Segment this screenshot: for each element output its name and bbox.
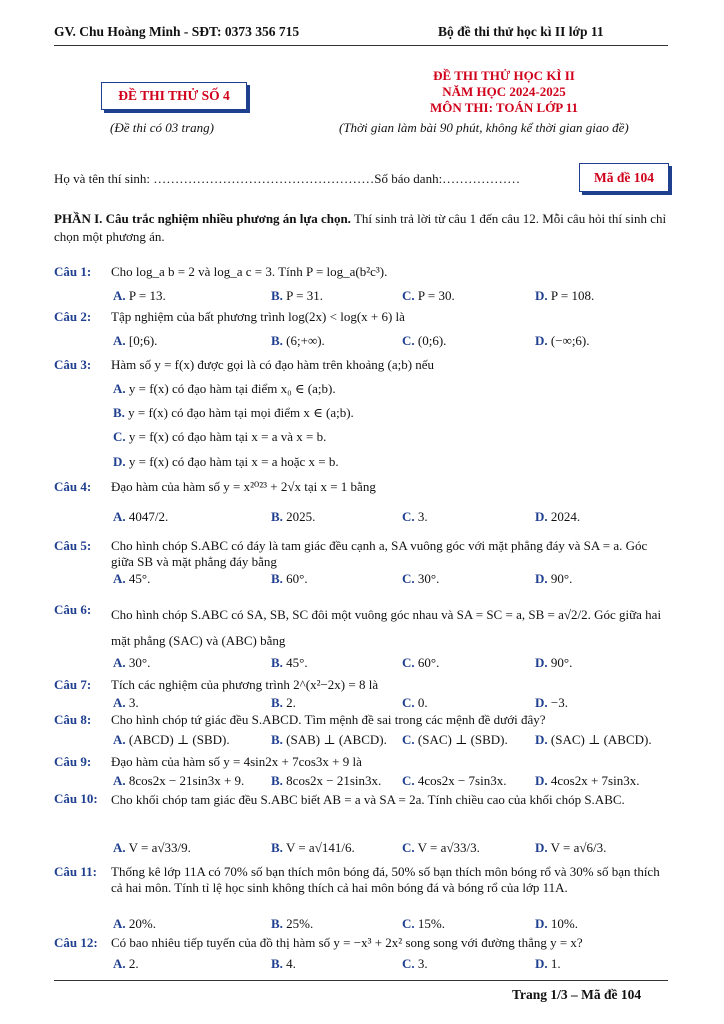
option-text: [0;6). — [128, 333, 158, 348]
q6-option-c[interactable] — [402, 655, 439, 671]
q6-option-a[interactable] — [113, 655, 150, 671]
option-text: 60°. — [286, 571, 308, 586]
q9-option-b[interactable] — [271, 773, 381, 789]
option-letter: C. — [402, 732, 415, 747]
option-letter: D. — [535, 732, 548, 747]
option-text: (ABCD) ⊥ (SBD). — [128, 732, 230, 747]
option-text: 30°. — [128, 655, 151, 670]
option-text: 4cos2x − 7sin3x. — [417, 773, 507, 788]
question-number: Câu 3: — [54, 357, 92, 372]
question-number: Câu 7: — [54, 677, 92, 692]
option-text: 20%. — [128, 916, 156, 931]
header-divider — [54, 45, 668, 46]
option-letter: C. — [113, 429, 126, 444]
option-letter: D. — [535, 333, 548, 348]
option-letter: D. — [535, 288, 548, 303]
q7-option-b[interactable] — [271, 695, 296, 711]
question-number: Câu 11: — [54, 864, 97, 879]
option-letter: C. — [402, 956, 415, 971]
candidate-line: Họ và tên thí sinh: ……………………………………………Số báo danh:……………… — [54, 171, 521, 186]
q11-option-d[interactable] — [535, 916, 578, 932]
option-letter: B. — [113, 405, 125, 420]
option-letter: C. — [402, 655, 415, 670]
q11-option-b[interactable] — [271, 916, 313, 932]
question-text: Đạo hàm của hàm số y = x²⁰²³ + 2√x tại x = 1 bằng — [111, 479, 376, 494]
header-book-title: Bộ đề thi thử học kì II lớp 11 — [438, 24, 604, 39]
option-letter: D. — [535, 773, 548, 788]
option-text: V = a√33/3. — [417, 840, 480, 855]
exam-label-box: ĐỀ THI THỬ SỐ 4 — [101, 82, 247, 110]
option-letter: B. — [271, 916, 283, 931]
q9-option-c[interactable] — [402, 773, 506, 789]
q5-option-a[interactable] — [113, 571, 150, 587]
option-letter: B. — [271, 695, 283, 710]
option-letter: C. — [402, 571, 415, 586]
q5-option-b[interactable] — [271, 571, 308, 587]
q4-option-b[interactable] — [271, 509, 315, 525]
option-letter: B. — [271, 288, 283, 303]
part1-title: PHẦN I. Câu trắc nghiệm nhiều phương án lựa chọn. — [54, 211, 351, 226]
question-text: Thống kê lớp 11A có 70% số bạn thích môn bóng đá, 50% số bạn thích môn bóng rổ và 30% số bạn thích cả hai môn. Tính tỉ lệ học sinh không thích cả hai môn bóng đá và bóng rổ của lớp 11A. — [111, 864, 660, 895]
option-text: 3. — [417, 509, 428, 524]
question-number: Câu 2: — [54, 309, 92, 324]
q5-option-c[interactable] — [402, 571, 439, 587]
question-text: Cho hình chóp tứ giác đều S.ABCD. Tìm mệnh đề sai trong các mệnh đề dưới đây? — [111, 712, 546, 727]
option-letter: B. — [271, 732, 283, 747]
q7-option-a[interactable] — [113, 695, 139, 711]
option-text: (6;+∞). — [286, 333, 325, 348]
option-text: 15%. — [417, 916, 445, 931]
option-text: 0. — [417, 695, 428, 710]
q8-option-a[interactable] — [113, 732, 230, 748]
q10-option-b[interactable] — [271, 840, 355, 856]
option-letter: B. — [271, 840, 283, 855]
q10-option-d[interactable] — [535, 840, 606, 856]
exam-pages-note: (Đề thi có 03 trang) — [110, 120, 214, 135]
q11-option-c[interactable] — [402, 916, 445, 932]
q5-option-d[interactable] — [535, 571, 572, 587]
option-text: y = f(x) có đạo hàm tại điểm x₀ ∈ (a;b). — [128, 381, 336, 396]
option-text: (SAC) ⊥ (SBD). — [417, 732, 508, 747]
option-letter: C. — [402, 288, 415, 303]
q2-option-a[interactable] — [113, 333, 157, 349]
q9-option-d[interactable] — [535, 773, 639, 789]
option-text: (−∞;6). — [550, 333, 590, 348]
option-letter: B. — [271, 773, 283, 788]
option-letter: A. — [113, 288, 126, 303]
option-letter: A. — [113, 333, 126, 348]
q12-option-b[interactable] — [271, 956, 296, 972]
option-text: 8cos2x − 21sin3x. — [286, 773, 382, 788]
option-letter: B. — [271, 333, 283, 348]
option-text: P = 31. — [286, 288, 324, 303]
question-text: Đạo hàm của hàm số y = 4sin2x + 7cos3x + 9 là — [111, 754, 362, 769]
option-text: 90°. — [550, 655, 573, 670]
option-letter: C. — [402, 773, 415, 788]
q12-option-d[interactable] — [535, 956, 561, 972]
q2-option-b[interactable] — [271, 333, 325, 349]
option-text: y = f(x) có đạo hàm tại mọi điểm x ∈ (a;b). — [128, 405, 354, 420]
q4-option-c[interactable] — [402, 509, 428, 525]
question-text: Cho hình chóp S.ABC có đáy là tam giác đều cạnh a, SA vuông góc với mặt phẳng đáy và SA = a. Góc giữa SB và mặt phẳng đáy bằng — [111, 538, 648, 569]
option-letter: A. — [113, 381, 126, 396]
option-letter: D. — [535, 956, 548, 971]
question-text: Tập nghiệm của bất phương trình log(2x) < log(x + 6) là — [111, 309, 405, 324]
question-text: Cho hình chóp S.ABC có SA, SB, SC đôi một vuông góc nhau và SA = SC = a, SB = a√2/2. Góc giữa hai mặt phẳng (SAC) và (ABC) bằng — [111, 607, 662, 648]
option-text: 2. — [286, 695, 296, 710]
option-letter: C. — [402, 916, 415, 931]
q1-option-a[interactable] — [113, 288, 166, 304]
option-letter: D. — [535, 695, 548, 710]
question-number: Câu 9: — [54, 754, 92, 769]
option-text: 4047/2. — [128, 509, 169, 524]
question-number: Câu 12: — [54, 935, 98, 950]
q1-option-d[interactable] — [535, 288, 594, 304]
exam-title-1: ĐỀ THI THỬ HỌC KÌ II — [433, 68, 575, 83]
header-author: GV. Chu Hoàng Minh - SĐT: 0373 356 715 — [54, 24, 300, 39]
q7-option-c[interactable] — [402, 695, 428, 711]
option-text: V = a√6/3. — [550, 840, 607, 855]
q2-option-d[interactable] — [535, 333, 590, 349]
option-letter: C. — [402, 509, 415, 524]
option-text: 4cos2x + 7sin3x. — [550, 773, 640, 788]
q4-option-d[interactable] — [535, 509, 580, 525]
exam-code-box: Mã đề 104 — [579, 163, 669, 192]
option-letter: A. — [113, 695, 126, 710]
option-letter: A. — [113, 732, 126, 747]
option-text: 45°. — [128, 571, 151, 586]
option-text: y = f(x) có đạo hàm tại x = a và x = b. — [128, 429, 327, 444]
option-letter: D. — [113, 454, 126, 469]
option-letter: D. — [535, 655, 548, 670]
q8-option-d[interactable] — [535, 732, 652, 748]
option-text: 2. — [128, 956, 139, 971]
q3-option-c[interactable] — [113, 429, 326, 445]
option-text: 3. — [128, 695, 139, 710]
option-letter: D. — [535, 571, 548, 586]
q2-option-c[interactable] — [402, 333, 446, 349]
option-text: −3. — [550, 695, 568, 710]
question-text: Hàm số y = f(x) được gọi là có đạo hàm trên khoảng (a;b) nếu — [111, 357, 435, 372]
q4-option-a[interactable] — [113, 509, 168, 525]
question-number: Câu 10: — [54, 791, 98, 806]
option-letter: A. — [113, 840, 126, 855]
option-text: V = a√141/6. — [285, 840, 355, 855]
option-text: y = f(x) có đạo hàm tại x = a hoặc x = b. — [128, 454, 339, 469]
question-text: Cho khối chóp tam giác đều S.ABC biết AB = a và SA = 2a. Tính chiều cao của khối chóp S.ABC. — [111, 792, 625, 807]
q8-option-c[interactable] — [402, 732, 508, 748]
q12-option-a[interactable] — [113, 956, 139, 972]
option-text: P = 13. — [128, 288, 166, 303]
option-letter: D. — [535, 916, 548, 931]
question-number: Câu 1: — [54, 264, 92, 279]
question-number: Câu 5: — [54, 538, 92, 553]
option-text: 25%. — [286, 916, 314, 931]
option-letter: B. — [271, 509, 283, 524]
question-number: Câu 4: — [54, 479, 92, 494]
option-text: 60°. — [417, 655, 440, 670]
q10-option-c[interactable] — [402, 840, 480, 856]
option-letter: A. — [113, 655, 126, 670]
option-text: 4. — [286, 956, 296, 971]
q12-option-c[interactable] — [402, 956, 428, 972]
q1-option-c[interactable] — [402, 288, 455, 304]
option-letter: A. — [113, 956, 126, 971]
option-text: P = 108. — [550, 288, 595, 303]
option-letter: B. — [271, 571, 283, 586]
option-letter: D. — [535, 509, 548, 524]
question-number: Câu 6: — [54, 602, 92, 617]
option-text: 2024. — [550, 509, 581, 524]
option-letter: A. — [113, 916, 126, 931]
option-letter: B. — [271, 956, 283, 971]
option-letter: C. — [402, 333, 415, 348]
option-text: V = a√33/9. — [128, 840, 191, 855]
part1-instructions — [54, 210, 674, 246]
option-text: (SAB) ⊥ (ABCD). — [286, 732, 387, 747]
exam-title-3: MÔN THI: TOÁN LỚP 11 — [429, 100, 579, 115]
option-text: 45°. — [286, 655, 308, 670]
q9-option-a[interactable] — [113, 773, 244, 789]
q6-option-b[interactable] — [271, 655, 308, 671]
option-text: P = 30. — [417, 288, 455, 303]
option-letter: C. — [402, 695, 415, 710]
q8-option-b[interactable] — [271, 732, 387, 748]
q7-option-d[interactable] — [535, 695, 568, 711]
part1-instruction-text: Thí sinh trả lời từ câu 1 đến câu 12. Mỗi câu hỏi thí sinh chỉ chọn một phương án. — [54, 211, 667, 244]
option-letter: A. — [113, 571, 126, 586]
option-text: 10%. — [550, 916, 578, 931]
question-text: Có bao nhiêu tiếp tuyến của đồ thị hàm số y = −x³ + 2x² song song với đường thẳng y = x? — [111, 935, 583, 950]
exam-time-note: (Thời gian làm bài 90 phút, không kể thời gian giao đề) — [339, 120, 629, 135]
question-text: Cho log_a b = 2 và log_a c = 3. Tính P = log_a(b²c³). — [111, 264, 388, 279]
option-letter: B. — [271, 655, 283, 670]
footer-page-label: Trang 1/3 – Mã đề 104 — [512, 987, 642, 1002]
q3-option-d[interactable] — [113, 454, 339, 470]
option-text: 90°. — [550, 571, 573, 586]
exam-title-2: NĂM HỌC 2024-2025 — [442, 84, 566, 99]
option-text: (SAC) ⊥ (ABCD). — [550, 732, 652, 747]
option-text: 8cos2x − 21sin3x + 9. — [128, 773, 245, 788]
option-text: 30°. — [417, 571, 440, 586]
option-text: 3. — [417, 956, 428, 971]
q6-option-d[interactable] — [535, 655, 572, 671]
q3-option-a[interactable] — [113, 381, 336, 397]
option-text: 2025. — [286, 509, 316, 524]
q1-option-b[interactable] — [271, 288, 323, 304]
option-letter: D. — [535, 840, 548, 855]
q3-option-b[interactable] — [113, 405, 354, 421]
option-letter: A. — [113, 773, 126, 788]
option-text: 1. — [550, 956, 561, 971]
q11-option-a[interactable] — [113, 916, 156, 932]
option-letter: A. — [113, 509, 126, 524]
question-text: Tích các nghiệm của phương trình 2^(x²−2x) = 8 là — [111, 677, 379, 692]
option-letter: C. — [402, 840, 415, 855]
question-number: Câu 8: — [54, 712, 92, 727]
footer-divider — [54, 980, 668, 981]
option-text: (0;6). — [417, 333, 447, 348]
q10-option-a[interactable] — [113, 840, 191, 856]
